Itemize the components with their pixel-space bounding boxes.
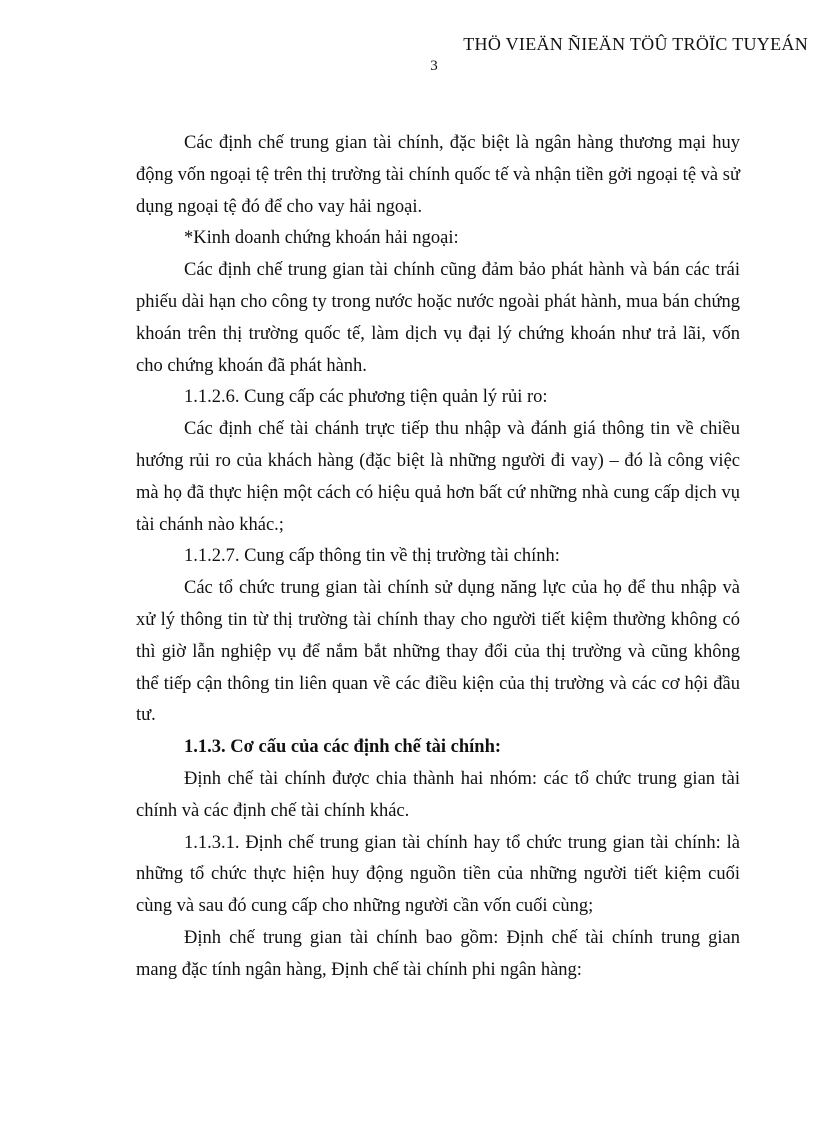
paragraph-market-information: Các tổ chức trung gian tài chính sử dụng năng lực của họ để thu nhập và xử lý thông tin từ thị trường tài chính thay cho người tiết kiệm thường không có thì giờ lẫn nghiệp vụ để nắm bắt những thay đổi của thị trường và cũng không thể tiếp cận thông tin liên quan về các điều kiện của thị trường và các cơ hội đầu tư. bbox=[136, 578, 740, 726]
paragraph-securities-underwriting: Các định chế trung gian tài chính cũng đảm bảo phát hành và bán các trái phiếu dài hạn cho công ty trong nước hoặc nước ngoài phát hành, mua bán chứng khoán trên thị trường quốc tế, làm dịch vụ đại lý chứng khoán như trả lãi, vốn cho chứng khoán đã phát hành. bbox=[136, 260, 740, 376]
paragraph-foreign-currency-lending: Các định chế trung gian tài chính, đặc biệt là ngân hàng thương mại huy động vốn ngoại tệ trên thị trường tài chính quốc tế và nhận tiền gởi ngoại tệ và sử dụng ngoại tệ đó để cho vay hải ngoại. bbox=[136, 133, 740, 217]
paragraph-intermediary-types: Định chế trung gian tài chính bao gồm: Định chế tài chính trung gian mang đặc tính ngân hàng, Định chế tài chính phi ngân hàng: bbox=[136, 927, 740, 980]
section-heading-1-1-2-7: 1.1.2.7. Cung cấp thông tin về thị trường tài chính: bbox=[184, 546, 560, 567]
page-number: 3 bbox=[430, 58, 438, 74]
header-title: THÖ VIEÄN ÑIEÄN TÖÛ TRÖÏC TUYEÁN bbox=[463, 34, 808, 54]
document-body bbox=[136, 128, 740, 987]
paragraph-securities-heading: *Kinh doanh chứng khoán hải ngoại: bbox=[184, 228, 459, 249]
section-heading-1-1-3: 1.1.3. Cơ cấu của các định chế tài chính: bbox=[184, 737, 502, 758]
paragraph-intermediary-definition: 1.1.3.1. Định chế trung gian tài chính hay tổ chức trung gian tài chính: là những tổ chức thực hiện huy động nguồn tiền của những người tiết kiệm cuối cùng và sau đó cung cấp cho những người cần vốn cuối cùng; bbox=[136, 832, 740, 917]
paragraph-two-groups: Định chế tài chính được chia thành hai nhóm: các tổ chức trung gian tài chính và các định chế tài chính khác. bbox=[136, 768, 740, 821]
paragraph-risk-management: Các định chế tài chánh trực tiếp thu nhập và đánh giá thông tin về chiều hướng rủi ro của khách hàng (đặc biệt là những người đi vay) – đó là công việc mà họ đã thực hiện một cách có hiệu quả hơn bất cứ những nhà cung cấp dịch vụ tài chánh nào khác.; bbox=[136, 419, 740, 535]
section-heading-1-1-2-6: 1.1.2.6. Cung cấp các phương tiện quản lý rủi ro: bbox=[184, 387, 548, 408]
